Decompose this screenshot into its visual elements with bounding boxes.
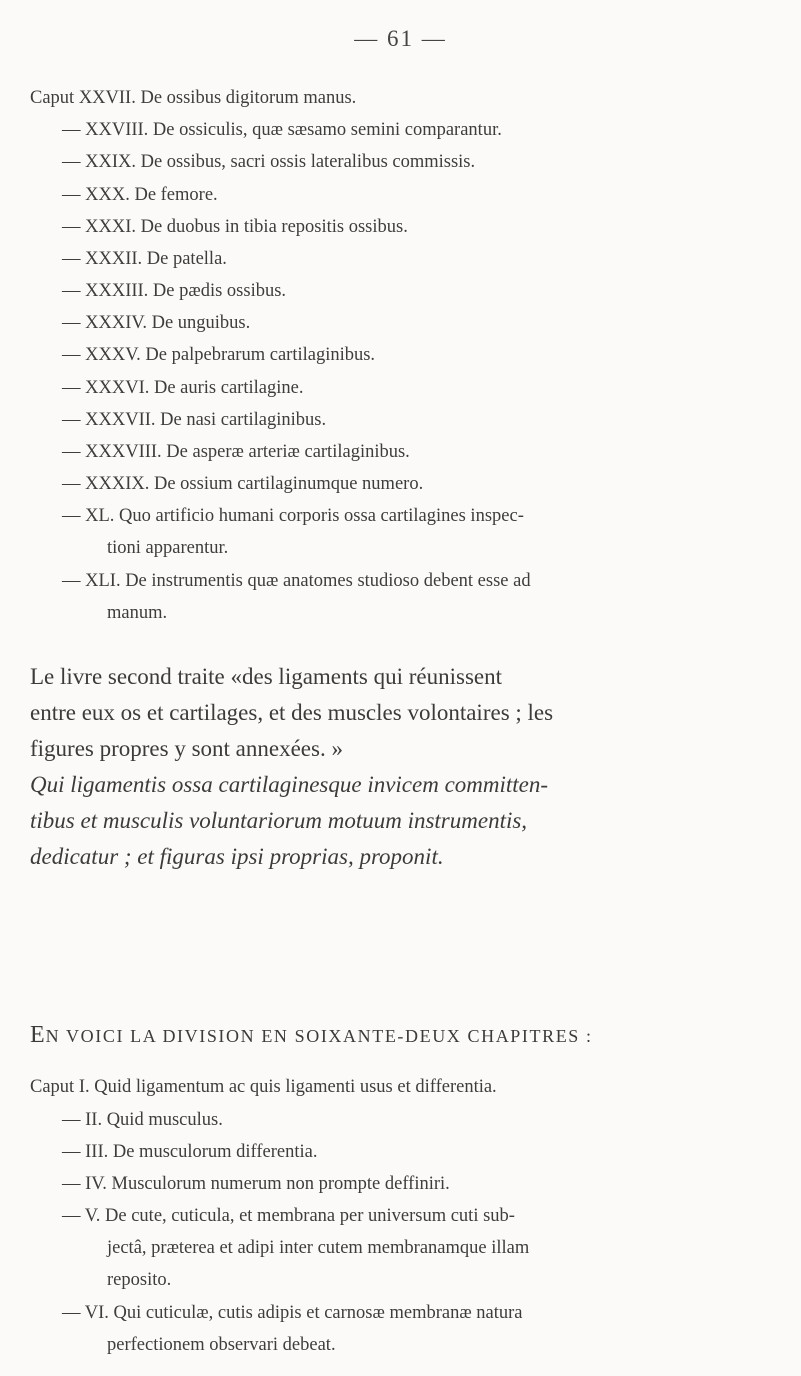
list-item: — XXXII. De patella. [62,249,227,269]
french-line: entre eux os et cartilages, et des muscles volontaires ; les [30,700,554,725]
list-item-continuation: tioni apparentur. [107,538,229,558]
heading-rest: N VOICI LA DIVISION EN SOIXANTE-DEUX CHAPITRES : [45,1026,593,1046]
list-item: Caput I. Quid ligamentum ac quis ligamenti usus et differentia. [30,1077,497,1097]
page-number: — 61 — [354,26,447,51]
list-item-continuation: reposito. [107,1270,172,1290]
list-item: — XXXIII. De pædis ossibus. [62,281,287,301]
list-item: Caput XXVII. De ossibus digitorum manus. [30,88,357,108]
list-item: — XXXV. De palpebrarum cartilaginibus. [62,345,376,365]
list-item: — XXXVIII. De asperæ arteriæ cartilaginibus. [62,442,410,462]
list-item: — IV. Musculorum numerum non prompte deffiniri. [62,1174,450,1194]
list-item: — XXXVII. De nasi cartilaginibus. [62,410,327,430]
list-item: — XL. Quo artificio humani corporis ossa cartilagines inspec- [62,506,524,526]
latin-line: tibus et musculis voluntariorum motuum instrumentis, [30,808,528,833]
latin-line: Qui ligamentis ossa cartilaginesque invicem committen- [30,772,549,797]
latin-line: dedicatur ; et figuras ipsi proprias, proponit. [30,844,444,869]
list-item: — V. De cute, cuticula, et membrana per universum cuti sub- [62,1206,515,1226]
list-item: — XXXI. De duobus in tibia repositis ossibus. [62,217,408,237]
list-item-continuation: perfectionem observari debeat. [107,1335,336,1355]
list-item: — III. De musculorum differentia. [62,1142,318,1162]
list-item: — VI. Qui cuticulæ, cutis adipis et carnosæ membranæ natura [62,1303,523,1323]
list-item: — XLI. De instrumentis quæ anatomes studioso debent esse ad [62,571,531,591]
list-item-continuation: jectâ, præterea et adipi inter cutem membranamque illam [107,1238,530,1258]
list-item: — XXIX. De ossibus, sacri ossis lateralibus commissis. [62,152,476,172]
list-item: — XXXIV. De unguibus. [62,313,251,333]
section-heading [30,1022,593,1049]
list-item: — II. Quid musculus. [62,1110,223,1130]
list-item-continuation: manum. [107,603,168,623]
list-item: — XXVIII. De ossiculis, quæ sæsamo semini comparantur. [62,120,502,140]
list-item: — XXXVI. De auris cartilagine. [62,378,304,398]
french-line: Le livre second traite «des ligaments qui réunissent [30,664,503,689]
list-item: — XXX. De femore. [62,185,218,205]
list-item: — XXXIX. De ossium cartilaginumque numero. [62,474,424,494]
french-line: figures propres y sont annexées. » [30,736,343,761]
heading-initial: E [30,1022,46,1048]
